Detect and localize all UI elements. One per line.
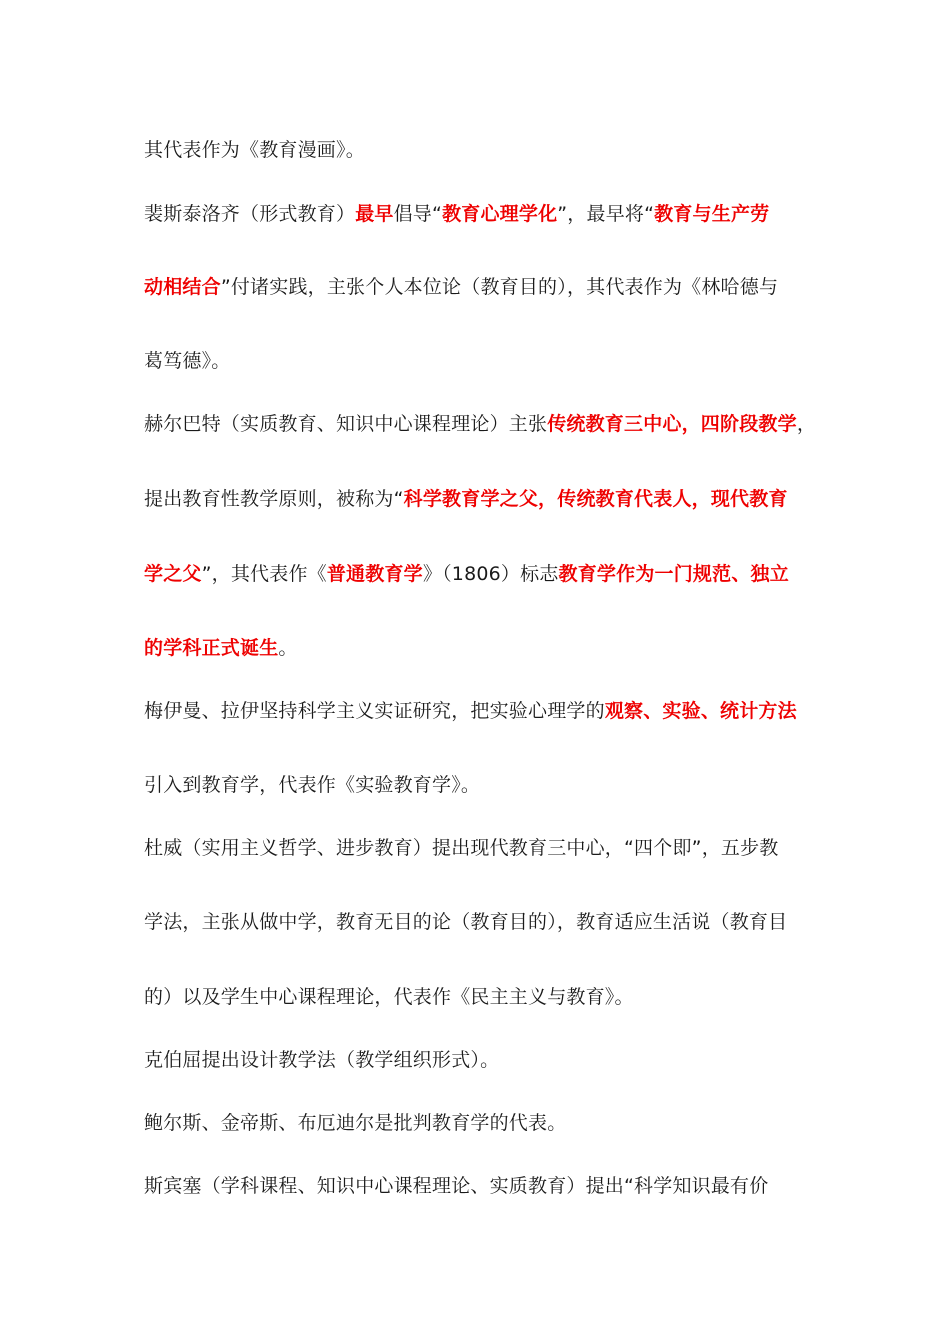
text-line: [144, 635, 814, 661]
highlighted-text: 教育与生产劳: [654, 203, 770, 225]
body-text: ，: [796, 413, 817, 435]
body-text: 鲍尔斯、金帝斯、布厄迪尔是批判教育学的代表。: [144, 1112, 567, 1134]
text-line: [144, 411, 817, 437]
body-text: 学法，主张从做中学，教育无目的论（教育目的），教育适应生活说（教育目: [144, 911, 788, 933]
highlighted-text: 最早: [355, 203, 394, 225]
highlighted-text: 观察、实验、统计方法: [604, 700, 797, 722]
text-line: [144, 835, 814, 861]
body-text: 斯宾塞（学科课程、知识中心课程理论、实质教育）提出“科学知识最有价: [144, 1175, 769, 1197]
highlighted-text: 教育学作为一门规范、独立: [558, 563, 789, 585]
text-line: [144, 1173, 814, 1199]
body-text: ”，其代表作《: [201, 563, 327, 585]
body-text: 梅伊曼、拉伊坚持科学主义实证研究，把实验心理学的: [144, 700, 605, 722]
body-text: 其代表作为《教育漫画》。: [144, 139, 365, 161]
body-text: 的）以及学生中心课程理论，代表作《民主主义与教育》。: [144, 986, 634, 1008]
highlighted-text: 的学科正式诞生: [144, 637, 279, 659]
body-text: 提出教育性教学原则，被称为“: [144, 488, 404, 510]
text-line: [144, 486, 814, 512]
text-line: [144, 561, 814, 587]
text-line: [144, 1110, 814, 1136]
text-line: [144, 984, 814, 1010]
body-text: 克伯屈提出设计教学法（教学组织形式）。: [144, 1049, 500, 1071]
body-text: 杜威（实用主义哲学、进步教育）提出现代教育三中心，“四个即”，五步教: [144, 837, 779, 859]
highlighted-text: 学之父: [144, 563, 202, 585]
highlighted-text: 教育心理学化: [442, 203, 558, 225]
body-text: 赫尔巴特（实质教育、知识中心课程理论）主张: [144, 413, 548, 435]
text-line: [144, 348, 814, 374]
body-text: 裴斯泰洛齐（形式教育）: [144, 203, 356, 225]
body-text: 引入到教育学，代表作《实验教育学》。: [144, 774, 481, 796]
body-text: ”付诸实践，主张个人本位论（教育目的），其代表作为《林哈德与: [220, 276, 779, 298]
text-line: [144, 137, 814, 163]
body-text: ”，最早将“: [557, 203, 655, 225]
body-text: 倡导“: [393, 203, 443, 225]
text-line: [144, 909, 814, 935]
text-line: [144, 201, 814, 227]
text-line: [144, 1047, 814, 1073]
text-line: [144, 274, 814, 300]
body-text: 。: [278, 637, 298, 659]
highlighted-text: 传统教育三中心，四阶段教学: [547, 413, 797, 435]
highlighted-text: 普通教育学: [326, 563, 423, 585]
text-line: [144, 698, 814, 724]
text-line: [144, 772, 814, 798]
highlighted-text: 科学教育学之父，传统教育代表人，现代教育: [403, 488, 788, 510]
body-text: 葛笃德》。: [144, 350, 231, 372]
highlighted-text: 动相结合: [144, 276, 221, 298]
body-text: 》（1806）标志: [422, 563, 559, 585]
